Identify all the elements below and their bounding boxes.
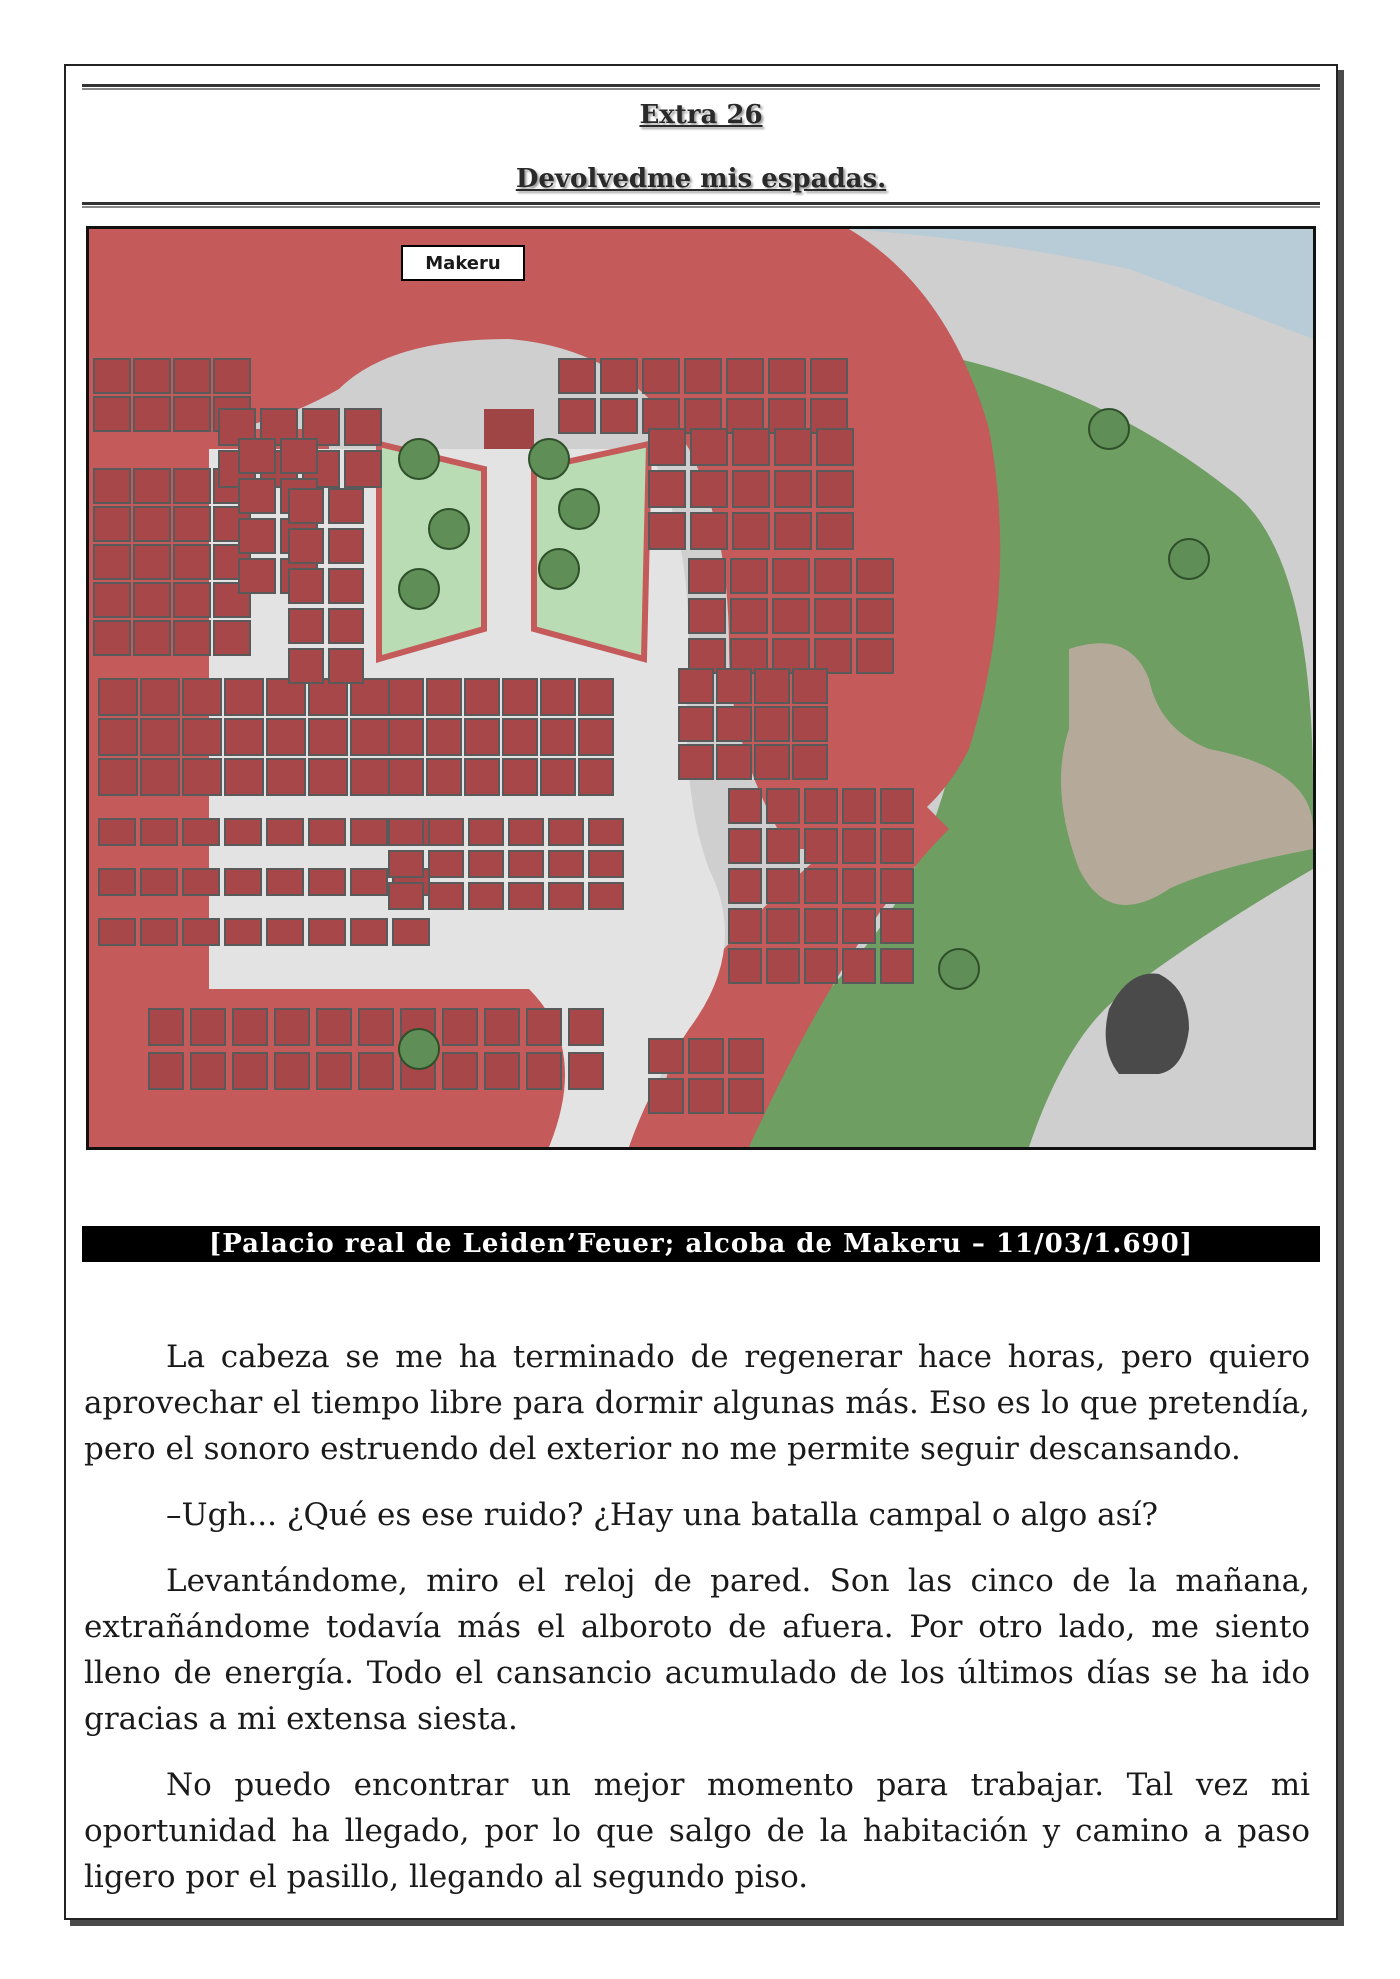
- map-rooftop: [769, 359, 805, 393]
- map-rooftop: [569, 1053, 603, 1089]
- map-rooftop: [649, 471, 685, 507]
- map-rooftop: [309, 759, 347, 795]
- map-rooftop: [359, 1009, 393, 1045]
- map-rooftop: [317, 1053, 351, 1089]
- map-rooftop: [793, 745, 827, 779]
- map-rooftop: [309, 679, 347, 715]
- map-rooftop: [805, 829, 837, 863]
- map-rooftop: [94, 583, 130, 617]
- map-rooftop: [509, 851, 543, 877]
- map-rooftop: [857, 639, 893, 673]
- map-rooftop: [527, 1053, 561, 1089]
- map-tree: [399, 569, 439, 609]
- map-rooftop: [329, 529, 363, 563]
- map-rooftop: [233, 1009, 267, 1045]
- map-rooftop: [389, 719, 423, 755]
- map-rooftop: [267, 759, 305, 795]
- map-rooftop: [733, 429, 769, 465]
- palace-map-illustration: [89, 229, 1313, 1147]
- map-rooftop: [309, 869, 345, 895]
- map-rooftop: [329, 609, 363, 643]
- map-rooftop: [469, 851, 503, 877]
- map-rooftop: [309, 719, 347, 755]
- map-tree: [399, 1029, 439, 1069]
- map-rooftop: [389, 759, 423, 795]
- map-rooftop: [289, 529, 323, 563]
- map-rooftop: [691, 429, 727, 465]
- map-rooftop: [94, 359, 130, 393]
- map-rooftop: [99, 819, 135, 845]
- map-rooftop: [857, 559, 893, 593]
- map-tree: [559, 489, 599, 529]
- map-rooftop: [94, 545, 130, 579]
- map-rooftop: [881, 869, 913, 903]
- map-rooftop: [174, 545, 210, 579]
- map-rooftop: [351, 819, 387, 845]
- map-rooftop: [559, 399, 595, 433]
- map-rooftop: [465, 719, 499, 755]
- map-rooftop: [267, 679, 305, 715]
- map-rooftop: [733, 471, 769, 507]
- map-rooftop: [134, 507, 170, 541]
- map-rooftop: [174, 507, 210, 541]
- map-rooftop: [183, 919, 219, 945]
- map-rooftop: [717, 707, 751, 741]
- map-rooftop: [174, 621, 210, 655]
- map-rooftop: [485, 1053, 519, 1089]
- map-rooftop: [389, 679, 423, 715]
- map-rooftop: [589, 883, 623, 909]
- map-rooftop: [649, 1039, 683, 1073]
- map-rooftop: [649, 513, 685, 549]
- map-rooftop: [649, 429, 685, 465]
- paragraph-4: No puedo encontrar un mejor momento para trabajar. Tal vez mi oportunidad ha llegado, por lo que salgo de la habitación y camino a paso ligero por el pasillo, llegando al segundo piso.: [84, 1767, 1310, 1895]
- map-rooftop: [469, 883, 503, 909]
- map-rooftop: [225, 719, 263, 755]
- map-rooftop: [329, 489, 363, 523]
- map-rooftop: [679, 669, 713, 703]
- chapter-title: Devolvedme mis espadas.: [515, 164, 887, 194]
- map-rooftop: [267, 819, 303, 845]
- map-rooftop: [427, 679, 461, 715]
- map-entrance-stairs: [484, 409, 534, 449]
- map-rooftop: [549, 883, 583, 909]
- map-rooftop: [767, 869, 799, 903]
- map-rooftop: [289, 569, 323, 603]
- map-rooftop: [589, 819, 623, 845]
- location-caption: [Palacio real de Leiden’Feuer; alcoba de Makeru – 11/03/1.690]: [82, 1226, 1320, 1262]
- map-rooftop: [643, 399, 679, 433]
- map-tree: [539, 549, 579, 589]
- map-rooftop: [881, 829, 913, 863]
- map-rooftop: [329, 569, 363, 603]
- map-rooftop: [689, 599, 725, 633]
- map-rooftop: [811, 399, 847, 433]
- map-rooftop: [541, 679, 575, 715]
- map-rooftop: [429, 819, 463, 845]
- map-rooftop: [99, 919, 135, 945]
- map-rooftop: [775, 429, 811, 465]
- map-rooftop: [589, 851, 623, 877]
- palace-map: [86, 226, 1316, 1150]
- map-rooftop: [729, 1079, 763, 1113]
- map-rooftop: [393, 919, 429, 945]
- map-rooftop: [733, 513, 769, 549]
- map-rooftop: [345, 451, 381, 487]
- map-rooftop: [317, 1009, 351, 1045]
- map-rooftop: [351, 719, 389, 755]
- map-rooftop: [767, 909, 799, 943]
- map-rooftop: [183, 759, 221, 795]
- map-rooftop: [685, 399, 721, 433]
- map-rooftop: [679, 707, 713, 741]
- map-rooftop: [691, 513, 727, 549]
- page-frame: [64, 64, 1338, 1920]
- map-rooftop: [239, 439, 275, 473]
- map-rooftop: [469, 819, 503, 845]
- map-rooftop: [465, 679, 499, 715]
- map-rooftop: [767, 789, 799, 823]
- map-rooftop: [191, 1053, 225, 1089]
- map-rooftop: [509, 819, 543, 845]
- map-rooftop: [485, 1009, 519, 1045]
- map-rooftop: [225, 759, 263, 795]
- map-rooftop: [174, 359, 210, 393]
- map-rooftop: [843, 869, 875, 903]
- map-rooftop: [351, 869, 387, 895]
- map-rooftop: [689, 559, 725, 593]
- map-rooftop: [465, 759, 499, 795]
- map-rooftop: [579, 679, 613, 715]
- map-rooftop: [773, 599, 809, 633]
- map-rooftop: [689, 639, 725, 673]
- map-rooftop: [731, 599, 767, 633]
- map-rooftop: [141, 759, 179, 795]
- map-rooftop: [134, 397, 170, 431]
- map-rooftop: [503, 719, 537, 755]
- map-rooftop: [843, 829, 875, 863]
- map-rooftop: [843, 949, 875, 983]
- map-rooftop: [509, 883, 543, 909]
- map-rooftop: [174, 583, 210, 617]
- map-rooftop: [99, 719, 137, 755]
- map-rooftop: [817, 429, 853, 465]
- map-rooftop: [815, 639, 851, 673]
- map-rooftop: [549, 819, 583, 845]
- map-rooftop: [443, 1053, 477, 1089]
- map-rooftop: [134, 621, 170, 655]
- map-rooftop: [149, 1009, 183, 1045]
- map-rooftop: [141, 679, 179, 715]
- map-rooftop: [134, 545, 170, 579]
- map-rooftop: [775, 513, 811, 549]
- map-rooftop: [225, 869, 261, 895]
- map-rooftop: [134, 359, 170, 393]
- map-rooftop: [579, 719, 613, 755]
- map-rooftop: [359, 1053, 393, 1089]
- map-rooftop: [149, 1053, 183, 1089]
- map-rooftop: [225, 919, 261, 945]
- map-rooftop: [729, 829, 761, 863]
- map-rooftop: [183, 869, 219, 895]
- map-rooftop: [773, 639, 809, 673]
- map-rooftop: [755, 707, 789, 741]
- map-rooftop: [275, 1009, 309, 1045]
- map-rooftop: [817, 513, 853, 549]
- map-rooftop: [174, 469, 210, 503]
- map-tree: [1089, 409, 1129, 449]
- map-rooftop: [579, 759, 613, 795]
- map-rooftop: [805, 949, 837, 983]
- map-rooftop: [727, 359, 763, 393]
- map-rooftop: [289, 609, 323, 643]
- map-rooftop: [729, 869, 761, 903]
- map-rooftop: [815, 599, 851, 633]
- map-rooftop: [427, 719, 461, 755]
- map-rooftop: [429, 851, 463, 877]
- map-rooftop: [549, 851, 583, 877]
- map-rooftop: [601, 399, 637, 433]
- map-rooftop: [881, 909, 913, 943]
- map-rooftop: [239, 519, 275, 553]
- map-rooftop: [225, 819, 261, 845]
- map-rooftop: [99, 759, 137, 795]
- title-rule: [82, 202, 1320, 208]
- map-rooftop: [805, 869, 837, 903]
- map-rooftop: [94, 621, 130, 655]
- map-rooftop: [174, 397, 210, 431]
- map-rooftop: [731, 639, 767, 673]
- map-rooftop: [775, 471, 811, 507]
- map-rooftop: [141, 919, 177, 945]
- map-rooftop: [729, 909, 761, 943]
- map-west-garden: [379, 444, 484, 659]
- map-tree: [1169, 539, 1209, 579]
- map-rooftop: [134, 469, 170, 503]
- map-rooftop: [793, 669, 827, 703]
- map-rooftop: [559, 359, 595, 393]
- map-rooftop: [94, 469, 130, 503]
- map-rooftop: [329, 649, 363, 683]
- map-rooftop: [427, 759, 461, 795]
- map-tree: [429, 509, 469, 549]
- paragraph-2: –Ugh... ¿Qué es ese ruido? ¿Hay una batalla campal o algo así?: [166, 1497, 1159, 1533]
- map-rooftop: [289, 649, 323, 683]
- paragraph-1: La cabeza se me ha terminado de regenerar hace horas, pero quiero aprovechar el tiempo libre para dormir algunas más. Eso es lo que pretendía, pero el sonoro estruendo del exterior no me permite seguir descansando.: [84, 1339, 1310, 1467]
- map-rooftop: [805, 909, 837, 943]
- story-text: [84, 1334, 1310, 1920]
- paragraph-3: Levantándome, miro el reloj de pared. Son las cinco de la mañana, extrañándome todavía más el alboroto de afuera. Por otro lado, me siento lleno de energía. Todo el cansancio acumulado de los últimos días se ha ido gracias a mi extensa siesta.: [84, 1563, 1310, 1737]
- map-rooftop: [689, 1039, 723, 1073]
- map-rooftop: [239, 479, 275, 513]
- map-rooftop: [685, 359, 721, 393]
- map-rooftop: [773, 559, 809, 593]
- map-rooftop: [881, 789, 913, 823]
- map-rooftop: [134, 583, 170, 617]
- map-rooftop: [727, 399, 763, 433]
- map-rooftop: [389, 883, 423, 909]
- top-rule: [82, 84, 1320, 90]
- map-rooftop: [843, 909, 875, 943]
- map-rooftop: [729, 789, 761, 823]
- map-rooftop: [429, 883, 463, 909]
- map-rooftop: [351, 679, 389, 715]
- map-rooftop: [805, 789, 837, 823]
- map-rooftop: [239, 559, 275, 593]
- map-rooftop: [443, 1009, 477, 1045]
- map-rooftop: [281, 439, 317, 473]
- map-rooftop: [141, 869, 177, 895]
- map-rooftop: [503, 759, 537, 795]
- map-tree: [939, 949, 979, 989]
- map-rooftop: [643, 359, 679, 393]
- chapter-heading: Extra 26: [639, 100, 763, 130]
- map-label-makeru: Makeru: [401, 245, 525, 281]
- map-rooftop: [99, 679, 137, 715]
- map-rooftop: [389, 851, 423, 877]
- map-rooftop: [817, 471, 853, 507]
- map-rooftop: [309, 919, 345, 945]
- map-tree: [399, 439, 439, 479]
- map-rooftop: [541, 719, 575, 755]
- map-rooftop: [191, 1009, 225, 1045]
- map-rooftop: [811, 359, 847, 393]
- map-rooftop: [94, 507, 130, 541]
- map-rooftop: [601, 359, 637, 393]
- map-rooftop: [267, 719, 305, 755]
- map-rooftop: [881, 949, 913, 983]
- map-rooftop: [755, 745, 789, 779]
- map-rooftop: [717, 745, 751, 779]
- map-rooftop: [843, 789, 875, 823]
- map-rooftop: [649, 1079, 683, 1113]
- map-rooftop: [569, 1009, 603, 1045]
- map-rooftop: [527, 1009, 561, 1045]
- map-rooftop: [857, 599, 893, 633]
- map-rooftop: [389, 819, 423, 845]
- map-rooftop: [769, 399, 805, 433]
- map-rooftop: [289, 489, 323, 523]
- map-rooftop: [141, 819, 177, 845]
- map-rooftop: [351, 919, 387, 945]
- map-rooftop: [351, 759, 389, 795]
- map-rooftop: [309, 819, 345, 845]
- map-rooftop: [267, 869, 303, 895]
- map-rooftop: [214, 621, 250, 655]
- map-rooftop: [729, 949, 761, 983]
- map-rooftop: [815, 559, 851, 593]
- map-rooftop: [731, 559, 767, 593]
- map-rooftop: [541, 759, 575, 795]
- map-rooftop: [183, 679, 221, 715]
- map-rooftop: [141, 719, 179, 755]
- map-rooftop: [233, 1053, 267, 1089]
- map-rooftop: [275, 1053, 309, 1089]
- map-rooftop: [679, 745, 713, 779]
- map-rooftop: [767, 829, 799, 863]
- map-rooftop: [767, 949, 799, 983]
- map-rooftop: [99, 869, 135, 895]
- map-rooftop: [691, 471, 727, 507]
- map-tree: [529, 439, 569, 479]
- map-rooftop: [345, 409, 381, 445]
- map-rooftop: [183, 719, 221, 755]
- map-rooftop: [503, 679, 537, 715]
- map-rooftop: [94, 397, 130, 431]
- map-rooftop: [717, 669, 751, 703]
- map-rooftop: [225, 679, 263, 715]
- map-rooftop: [755, 669, 789, 703]
- map-rooftop: [729, 1039, 763, 1073]
- map-rooftop: [214, 359, 250, 393]
- map-rooftop: [689, 1079, 723, 1113]
- map-rooftop: [793, 707, 827, 741]
- map-rooftop: [267, 919, 303, 945]
- map-rooftop: [183, 819, 219, 845]
